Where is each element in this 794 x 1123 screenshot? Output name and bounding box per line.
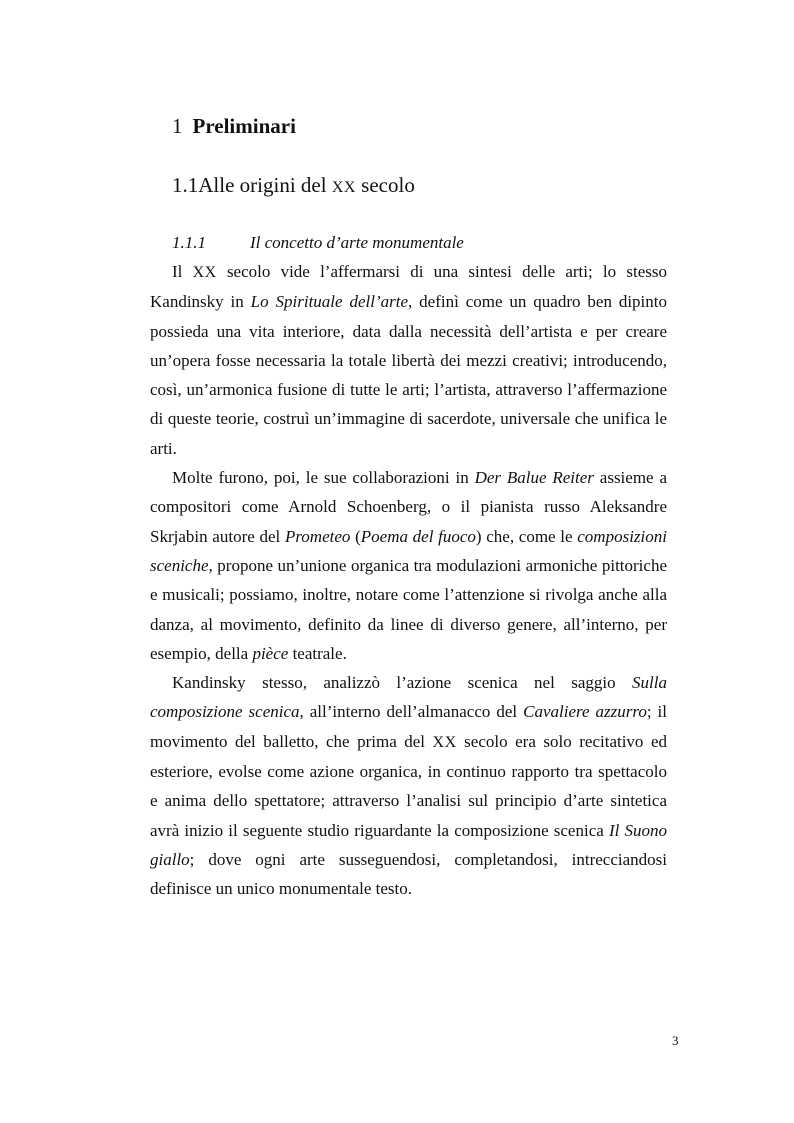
italic-title: Lo Spirituale dell’arte (250, 292, 409, 312)
italic-title: Sulla composizione scenica (150, 673, 667, 722)
section-heading (172, 173, 415, 198)
paragraph: Il XX secolo vide l’affermarsi di una sintesi delle arti; lo stesso Kandinsky in Lo Spirituale dell’arte, definì come un quadro ben dipinto possieda una vita interiore, data dalla necessità dell’artista e per creare un’opera fosse necessaria la totale libertà dei mezzi creativi; introducendo, così, un’armonica fusione di tutte le arti; l’artista, attraverso l’affermazione di queste teorie, costruì un’immagine di sacerdote, universale che unifica le arti. (150, 262, 668, 458)
paragraph: Molte furono, poi, le sue collaborazioni in Der Balue Reiter assieme a compositori come Arnold Schoenberg, o il pianista russo Aleksandre Skrjabin autore del Prometeo (Poema del fuoco) che, come le composizioni sceniche, propone un’unione organica tra modulazioni armoniche pittoriche e musicali; possiamo, inoltre, notare come l’attenzione si rivolga anche alla danza, al movimento, definito da linee di diverso genere, all’interno, per esempio, della pièce teatrale. (150, 468, 667, 663)
section-title-end: secolo (355, 173, 415, 197)
section-title-roman: XX (331, 179, 356, 196)
italic-title: Il Suono giallo (150, 820, 667, 869)
italic-term: composizioni sceniche (150, 526, 667, 575)
section-title-start: Alle origini del (198, 173, 332, 197)
roman-numeral: XX (432, 733, 457, 751)
italic-title: Poema del fuoco (360, 526, 476, 546)
subsection-number: 1.1.1 (172, 233, 206, 252)
italic-title: Cavaliere azzurro (523, 702, 647, 722)
chapter-title: Preliminari (192, 114, 296, 138)
paragraph: Kandinsky stesso, analizzò l’azione scenica nel saggio Sulla composizione scenica, all’interno dell’almanacco del Cavaliere azzurro; il movimento del balletto, che prima del XX secolo era solo recitativo ed esteriore, evolse come azione organica, in continuo rapporto tra spettacolo e anima dello spettatore; attraverso l’analisi sul principio d’arte sintetica avrà inizio il seguente studio riguardante la composizione scenica Il Suono giallo; dove ogni arte susseguendosi, completandosi, intrecciandosi definisce un unico monumentale testo. (150, 673, 667, 899)
subsection-title: Il concetto d’arte monumentale (250, 233, 464, 252)
subsection-heading (172, 233, 464, 253)
section-number: 1.1 (172, 173, 199, 197)
body-text (150, 257, 667, 904)
italic-term: pièce (252, 643, 289, 663)
page-number: 3 (672, 1033, 679, 1048)
italic-title: Prometeo (284, 526, 351, 546)
italic-title: Der Balue Reiter (474, 468, 594, 488)
chapter-number: 1 (172, 114, 183, 138)
roman-numeral: XX (192, 264, 217, 281)
chapter-heading (172, 114, 296, 139)
